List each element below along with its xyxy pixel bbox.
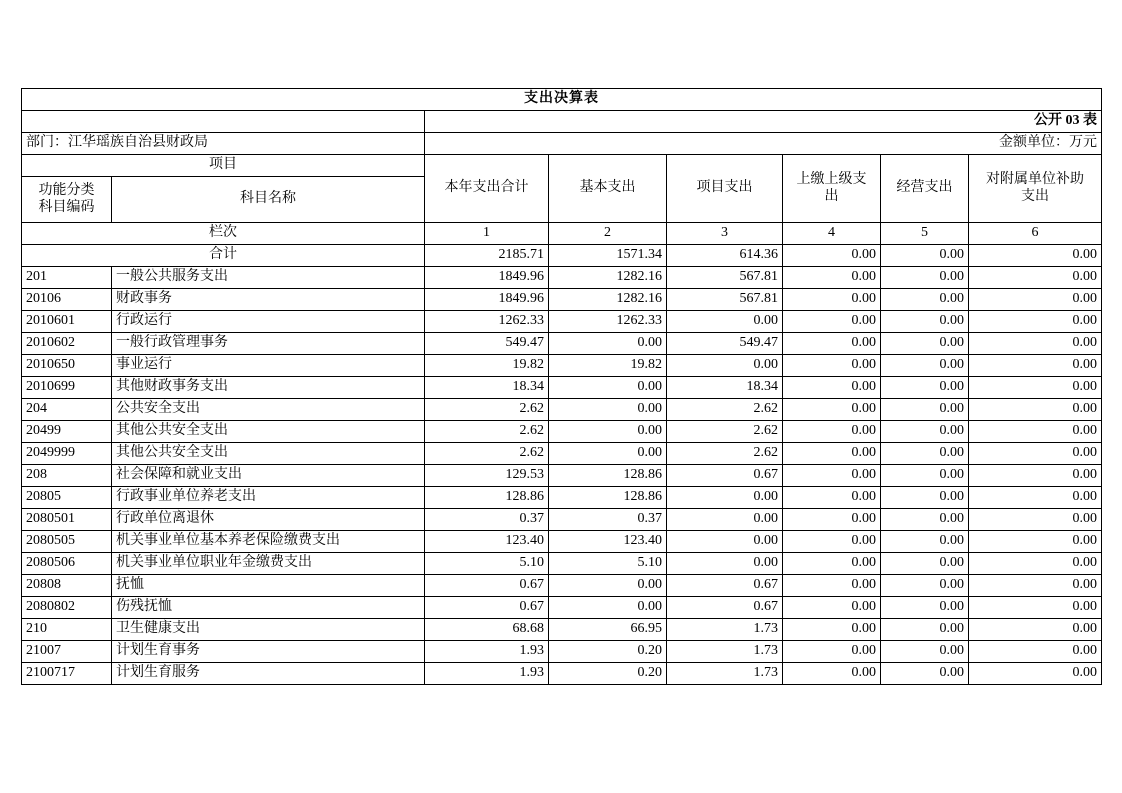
row-value-6: 0.00: [969, 619, 1102, 641]
row-value-4: 0.00: [783, 377, 881, 399]
row-value-1: 2.62: [425, 421, 549, 443]
row-value-3: 0.00: [667, 311, 783, 333]
form-number-row: [22, 111, 1102, 133]
total-value-2: 1571.34: [549, 245, 667, 267]
row-subject-name: 一般公共服务支出: [112, 267, 425, 289]
row-value-4: 0.00: [783, 597, 881, 619]
column-header-upper-line2: 出: [824, 188, 839, 204]
row-value-6: 0.00: [969, 597, 1102, 619]
table-row: [22, 619, 1102, 641]
column-header-subsidy-line1: 对附属单位补助: [986, 172, 1084, 188]
row-value-2: 0.00: [549, 421, 667, 443]
row-value-5: 0.00: [881, 333, 969, 355]
row-subject-name: 机关事业单位基本养老保险缴费支出: [112, 531, 425, 553]
row-code: 201: [22, 267, 112, 289]
row-value-2: 0.00: [549, 443, 667, 465]
row-value-6: 0.00: [969, 575, 1102, 597]
row-value-6: 0.00: [969, 663, 1102, 685]
row-value-2: 0.00: [549, 377, 667, 399]
row-value-3: 18.34: [667, 377, 783, 399]
table-row: [22, 597, 1102, 619]
column-header-subsidy: [969, 155, 1102, 223]
row-value-1: 2.62: [425, 399, 549, 421]
row-value-5: 0.00: [881, 421, 969, 443]
row-value-6: 0.00: [969, 553, 1102, 575]
row-value-4: 0.00: [783, 465, 881, 487]
row-code: 20808: [22, 575, 112, 597]
row-value-2: 0.00: [549, 399, 667, 421]
row-subject-name: 其他公共安全支出: [112, 443, 425, 465]
row-value-2: 0.00: [549, 575, 667, 597]
row-value-3: 1.73: [667, 619, 783, 641]
row-value-4: 0.00: [783, 487, 881, 509]
row-code: 2010650: [22, 355, 112, 377]
column-group-item: 项目: [22, 155, 425, 177]
row-value-2: 0.00: [549, 597, 667, 619]
row-code: 20106: [22, 289, 112, 311]
row-value-4: 0.00: [783, 443, 881, 465]
row-value-5: 0.00: [881, 465, 969, 487]
row-value-5: 0.00: [881, 355, 969, 377]
row-value-5: 0.00: [881, 311, 969, 333]
column-index-1: 1: [425, 223, 549, 245]
row-value-1: 0.67: [425, 575, 549, 597]
table-row: [22, 421, 1102, 443]
row-value-5: 0.00: [881, 267, 969, 289]
row-value-5: 0.00: [881, 575, 969, 597]
row-subject-name: 行政运行: [112, 311, 425, 333]
row-value-5: 0.00: [881, 377, 969, 399]
row-value-5: 0.00: [881, 619, 969, 641]
unit-label: 金额单位：万元: [425, 133, 1102, 155]
row-value-4: 0.00: [783, 311, 881, 333]
row-code: 2010601: [22, 311, 112, 333]
column-header-business: 经营支出: [881, 155, 969, 223]
row-code: 2080501: [22, 509, 112, 531]
row-subject-name: 财政事务: [112, 289, 425, 311]
row-value-5: 0.00: [881, 487, 969, 509]
table-row: [22, 575, 1102, 597]
column-header-upper-line1: 上缴上级支: [796, 172, 867, 188]
department-label: 部门：江华瑶族自治县财政局: [22, 133, 425, 155]
table-row: [22, 333, 1102, 355]
column-header-subsidy-line2: 支出: [1021, 188, 1049, 204]
row-value-3: 1.73: [667, 663, 783, 685]
page-title: 支出决算表: [22, 89, 1102, 111]
blank-cell-left: [22, 111, 425, 133]
row-value-6: 0.00: [969, 289, 1102, 311]
row-subject-name: 计划生育事务: [112, 641, 425, 663]
row-value-6: 0.00: [969, 377, 1102, 399]
row-value-3: 2.62: [667, 399, 783, 421]
row-code: 21007: [22, 641, 112, 663]
row-value-2: 0.20: [549, 663, 667, 685]
row-subject-name: 伤残抚恤: [112, 597, 425, 619]
row-value-3: 0.00: [667, 355, 783, 377]
total-value-4: 0.00: [783, 245, 881, 267]
row-subject-name: 公共安全支出: [112, 399, 425, 421]
row-value-1: 0.37: [425, 509, 549, 531]
total-value-5: 0.00: [881, 245, 969, 267]
column-index-5: 5: [881, 223, 969, 245]
row-subject-name: 抚恤: [112, 575, 425, 597]
row-code: 204: [22, 399, 112, 421]
row-subject-name: 机关事业单位职业年金缴费支出: [112, 553, 425, 575]
column-header-total: 本年支出合计: [425, 155, 549, 223]
row-value-5: 0.00: [881, 641, 969, 663]
row-value-1: 2.62: [425, 443, 549, 465]
row-code: 208: [22, 465, 112, 487]
row-value-1: 5.10: [425, 553, 549, 575]
row-subject-name: 行政事业单位养老支出: [112, 487, 425, 509]
table-row: [22, 267, 1102, 289]
row-subject-name: 一般行政管理事务: [112, 333, 425, 355]
row-value-1: 68.68: [425, 619, 549, 641]
row-value-5: 0.00: [881, 289, 969, 311]
row-value-1: 123.40: [425, 531, 549, 553]
row-value-6: 0.00: [969, 333, 1102, 355]
row-value-6: 0.00: [969, 465, 1102, 487]
row-value-5: 0.00: [881, 553, 969, 575]
row-value-1: 1849.96: [425, 289, 549, 311]
table-row: [22, 553, 1102, 575]
table-body: [22, 267, 1102, 685]
row-value-2: 1262.33: [549, 311, 667, 333]
total-row: [22, 245, 1102, 267]
row-subject-name: 事业运行: [112, 355, 425, 377]
document-page: [21, 88, 1101, 685]
row-value-1: 128.86: [425, 487, 549, 509]
total-value-3: 614.36: [667, 245, 783, 267]
row-subject-name: 其他公共安全支出: [112, 421, 425, 443]
row-value-5: 0.00: [881, 399, 969, 421]
row-value-6: 0.00: [969, 399, 1102, 421]
row-value-6: 0.00: [969, 509, 1102, 531]
row-value-4: 0.00: [783, 421, 881, 443]
row-subject-name: 社会保障和就业支出: [112, 465, 425, 487]
row-value-6: 0.00: [969, 531, 1102, 553]
row-value-3: 0.00: [667, 487, 783, 509]
row-code: 2010602: [22, 333, 112, 355]
column-index-4: 4: [783, 223, 881, 245]
row-value-5: 0.00: [881, 663, 969, 685]
row-code: 2010699: [22, 377, 112, 399]
row-subject-name: 卫生健康支出: [112, 619, 425, 641]
column-index-row: [22, 223, 1102, 245]
row-value-5: 0.00: [881, 443, 969, 465]
row-value-3: 0.00: [667, 531, 783, 553]
row-value-3: 549.47: [667, 333, 783, 355]
table-row: [22, 289, 1102, 311]
table-row: [22, 355, 1102, 377]
row-code: 2080802: [22, 597, 112, 619]
row-value-6: 0.00: [969, 487, 1102, 509]
row-value-1: 1.93: [425, 641, 549, 663]
row-value-3: 2.62: [667, 421, 783, 443]
row-value-4: 0.00: [783, 289, 881, 311]
column-header-upper: [783, 155, 881, 223]
row-value-4: 0.00: [783, 619, 881, 641]
row-value-1: 0.67: [425, 597, 549, 619]
table-row: [22, 531, 1102, 553]
row-value-1: 549.47: [425, 333, 549, 355]
row-value-3: 0.00: [667, 509, 783, 531]
row-value-5: 0.00: [881, 509, 969, 531]
row-value-6: 0.00: [969, 355, 1102, 377]
row-value-2: 19.82: [549, 355, 667, 377]
total-label: 合计: [22, 245, 425, 267]
row-value-2: 128.86: [549, 465, 667, 487]
row-subject-name: 其他财政事务支出: [112, 377, 425, 399]
column-index-6: 6: [969, 223, 1102, 245]
row-value-4: 0.00: [783, 267, 881, 289]
table-row: [22, 443, 1102, 465]
row-value-4: 0.00: [783, 355, 881, 377]
row-value-1: 1849.96: [425, 267, 549, 289]
table-row: [22, 465, 1102, 487]
row-value-4: 0.00: [783, 553, 881, 575]
row-value-3: 0.67: [667, 575, 783, 597]
row-subject-name: 计划生育服务: [112, 663, 425, 685]
title-row: [22, 89, 1102, 111]
column-header-project: 项目支出: [667, 155, 783, 223]
row-value-5: 0.00: [881, 531, 969, 553]
total-value-6: 0.00: [969, 245, 1102, 267]
table-row: [22, 399, 1102, 421]
column-header-name: 科目名称: [112, 177, 425, 223]
column-header-code-line1: 功能分类: [38, 183, 95, 199]
row-code: 20805: [22, 487, 112, 509]
row-value-1: 1.93: [425, 663, 549, 685]
row-value-6: 0.00: [969, 311, 1102, 333]
table-row: [22, 311, 1102, 333]
row-value-3: 2.62: [667, 443, 783, 465]
row-value-5: 0.00: [881, 597, 969, 619]
row-code: 20499: [22, 421, 112, 443]
row-value-6: 0.00: [969, 421, 1102, 443]
column-index-3: 3: [667, 223, 783, 245]
header-group-row: [22, 155, 1102, 177]
row-value-4: 0.00: [783, 333, 881, 355]
row-value-4: 0.00: [783, 509, 881, 531]
row-code: 2049999: [22, 443, 112, 465]
row-code: 2080506: [22, 553, 112, 575]
row-value-2: 66.95: [549, 619, 667, 641]
row-value-6: 0.00: [969, 267, 1102, 289]
row-code: 2100717: [22, 663, 112, 685]
row-value-4: 0.00: [783, 531, 881, 553]
column-index-2: 2: [549, 223, 667, 245]
row-code: 2080505: [22, 531, 112, 553]
row-value-6: 0.00: [969, 443, 1102, 465]
form-number: 公开 03 表: [425, 111, 1102, 133]
row-value-1: 1262.33: [425, 311, 549, 333]
row-value-4: 0.00: [783, 575, 881, 597]
row-value-3: 0.67: [667, 597, 783, 619]
row-value-4: 0.00: [783, 399, 881, 421]
row-value-2: 123.40: [549, 531, 667, 553]
table-row: [22, 641, 1102, 663]
row-value-4: 0.00: [783, 641, 881, 663]
row-value-1: 19.82: [425, 355, 549, 377]
column-header-code-line2: 科目编码: [38, 199, 95, 215]
row-value-3: 0.67: [667, 465, 783, 487]
row-value-2: 0.00: [549, 333, 667, 355]
total-value-1: 2185.71: [425, 245, 549, 267]
table-row: [22, 377, 1102, 399]
meta-row: [22, 133, 1102, 155]
row-value-2: 1282.16: [549, 289, 667, 311]
row-value-1: 18.34: [425, 377, 549, 399]
row-subject-name: 行政单位离退休: [112, 509, 425, 531]
column-header-code: [22, 177, 112, 223]
row-value-3: 567.81: [667, 289, 783, 311]
expenditure-settlement-table: [21, 88, 1102, 685]
row-value-2: 128.86: [549, 487, 667, 509]
table-row: [22, 487, 1102, 509]
column-header-basic: 基本支出: [549, 155, 667, 223]
row-value-3: 1.73: [667, 641, 783, 663]
table-row: [22, 663, 1102, 685]
column-index-label: 栏次: [22, 223, 425, 245]
table-row: [22, 509, 1102, 531]
row-value-1: 129.53: [425, 465, 549, 487]
row-value-3: 0.00: [667, 553, 783, 575]
row-value-2: 1282.16: [549, 267, 667, 289]
row-value-2: 0.37: [549, 509, 667, 531]
row-value-2: 0.20: [549, 641, 667, 663]
row-value-6: 0.00: [969, 641, 1102, 663]
row-value-3: 567.81: [667, 267, 783, 289]
row-value-4: 0.00: [783, 663, 881, 685]
row-value-2: 5.10: [549, 553, 667, 575]
row-code: 210: [22, 619, 112, 641]
